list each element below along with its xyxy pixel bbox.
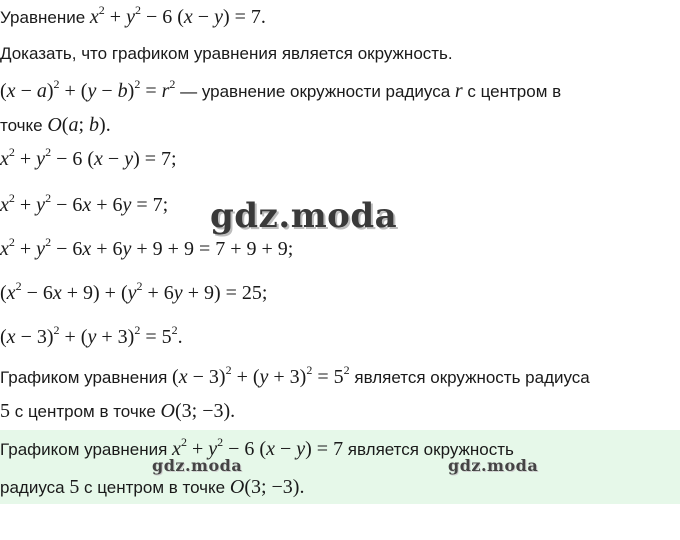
conclusion-line-1	[0, 363, 590, 389]
radius-symbol: r	[454, 80, 463, 102]
conclusion-line-2	[0, 400, 235, 423]
radius-value: 5	[0, 400, 10, 422]
center-label: точке	[0, 116, 48, 135]
watermark-logo-small: gdz.moda	[152, 456, 243, 475]
equation: $x^2 + y^2 - 6$ (x − y) = 7.	[89, 3, 266, 28]
answer-radius-value: 5	[69, 476, 80, 498]
answer-radius-label: радиуса	[0, 478, 70, 497]
task-statement: Доказать, что графиком уравнения является окружность.	[0, 44, 453, 63]
center-definition	[0, 114, 111, 137]
watermark-logo-small: gdz.moda	[448, 456, 539, 475]
answer-line-2	[0, 476, 304, 499]
conclusion-text-2: является окружность радиуса	[349, 368, 590, 387]
center-point: O(a; b).	[47, 114, 111, 136]
general-circle-equation: $(x - a)^2 + (y - b)^2 = r^2$	[0, 77, 176, 102]
circle-equation-definition	[0, 77, 562, 103]
problem-label: Уравнение	[0, 8, 90, 27]
step-4: $(x^2 - 6x + 9) + (y^2 + 6y + 9) = 25$;	[0, 279, 268, 304]
watermark-logo: gdz.moda	[210, 196, 398, 236]
conclusion-text: Графиком уравнения	[0, 368, 173, 387]
center-value: O(3; −3).	[160, 400, 236, 422]
step-5: $(x - 3)^2 + (y + 3)^2 = 5^2$.	[0, 323, 183, 348]
answer-text-2: является окружность	[343, 440, 514, 459]
conclusion-equation: $(x - 3)^2 + (y + 3)^2 = 5^2$	[172, 363, 350, 388]
problem-statement	[0, 3, 266, 29]
answer-center-label: с центром в точке	[79, 478, 230, 497]
step-3: $x^2 + y^2 - 6x + 6y + 9 + 9 = 7 + 9 + 9$;	[0, 235, 294, 260]
answer-center-value: O(3; −3).	[229, 476, 305, 498]
answer-equation: $x^2 + y^2 - 6$ (x − y) = 7	[172, 435, 344, 460]
step-1: $x^2 + y^2 - 6$ (x − y) = 7;	[0, 145, 177, 170]
answer-line-1	[0, 435, 514, 461]
step-2: $x^2 + y^2 - 6x + 6y = 7$;	[0, 191, 169, 216]
answer-text: Графиком уравнения	[0, 440, 173, 459]
center-text: с центром в точке	[10, 402, 161, 421]
definition-text-2: с центром в	[462, 82, 562, 101]
definition-text: — уравнение окружности радиуса	[175, 82, 455, 101]
